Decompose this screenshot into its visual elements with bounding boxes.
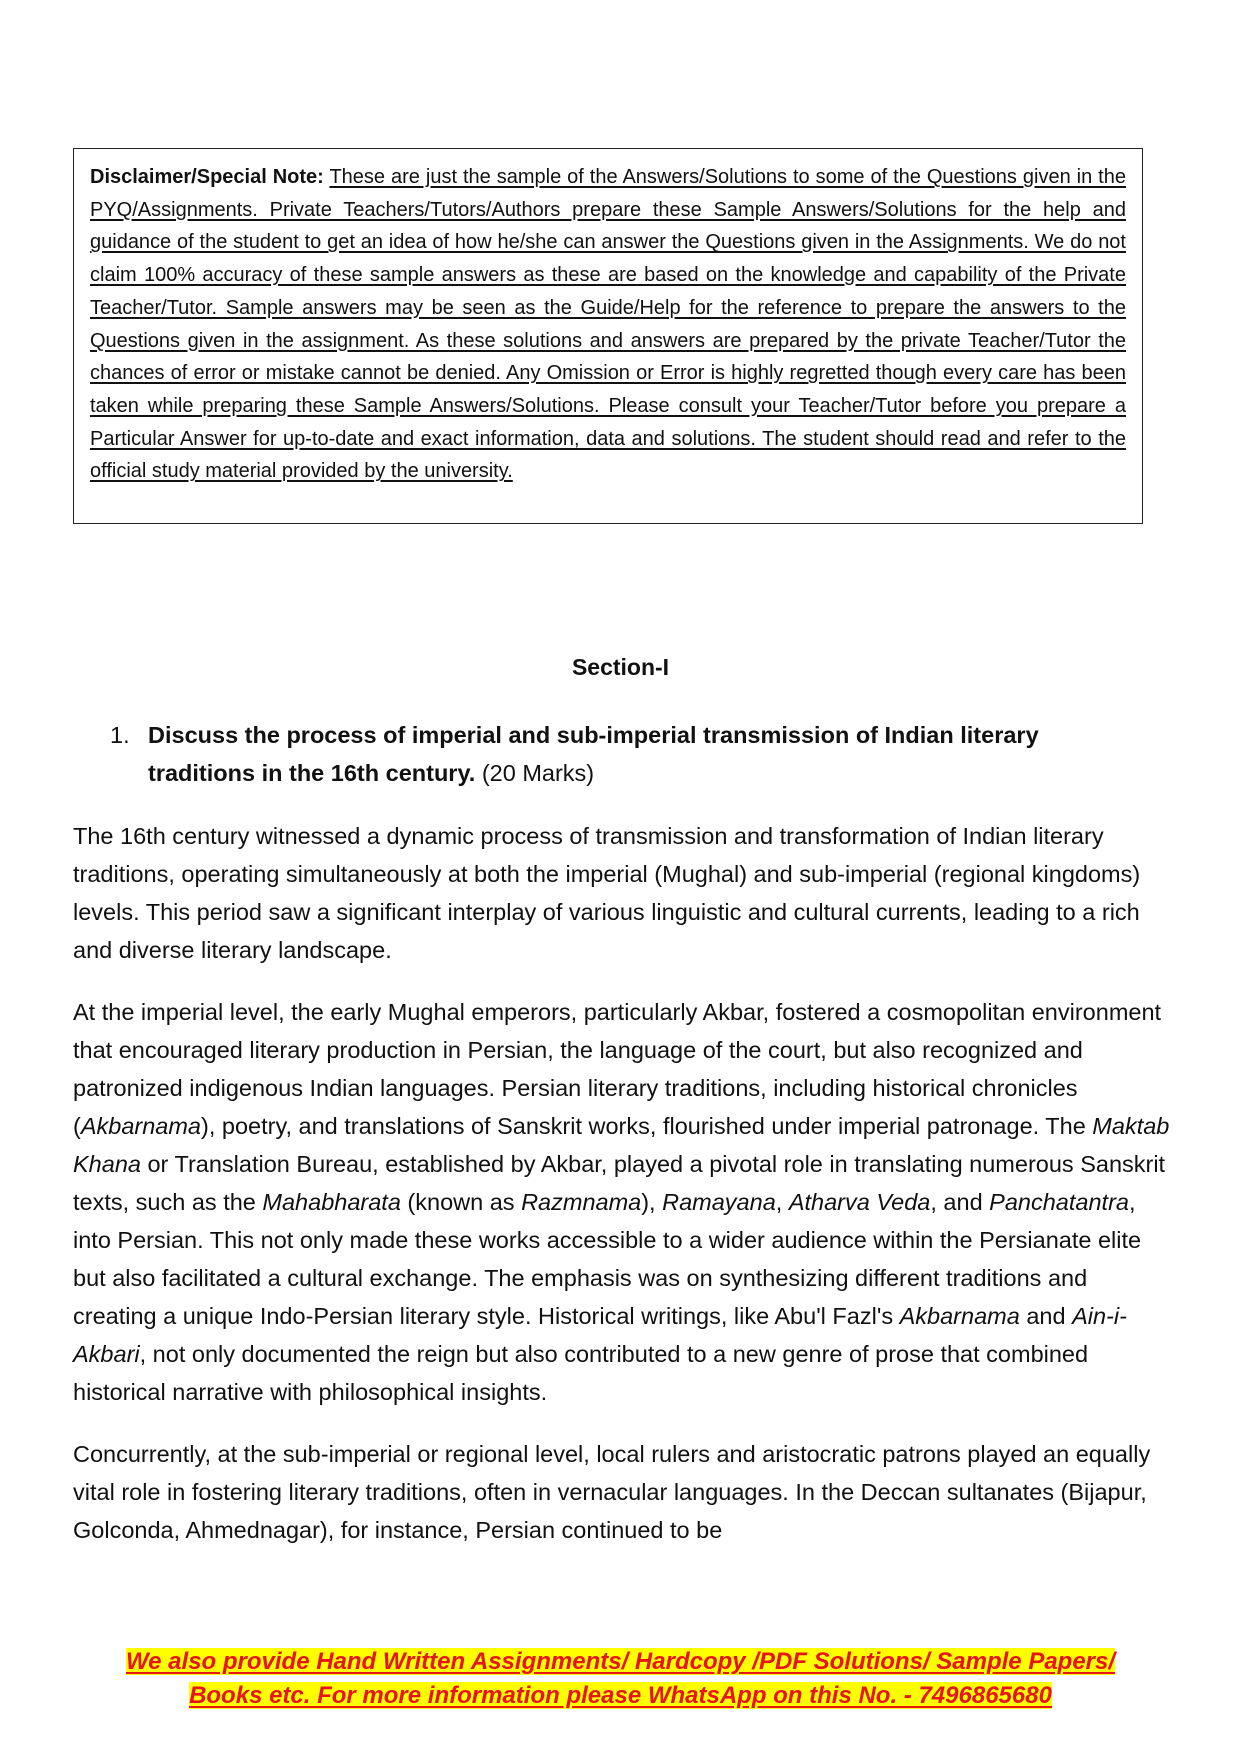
disclaimer-lead: Disclaimer/Special Note: xyxy=(90,166,324,188)
promo-line-2-text: Books etc. For more information please WhatsApp on this No. - 7496865680 xyxy=(189,1682,1052,1709)
question-marks: (20 Marks) xyxy=(481,760,595,786)
question-1 xyxy=(110,716,1130,792)
p2-italic-1: Akbarnama xyxy=(80,1113,202,1139)
question-text: Discuss the process of imperial and sub-imperial transmission of Indian literary traditions in the 16th century. xyxy=(148,722,1039,786)
p2-italic-4: Razmnama xyxy=(521,1189,642,1215)
disclaimer-text xyxy=(90,161,1126,488)
p2-text-8: , into Persian. This not only made these works accessible to a wider audience within the Persianate elite but also facilitated a cultural exchange. The emphasis was on synthesizing different traditions and creating a unique Indo-Persian literary style. Historical writings, like Abu'l Fazl's xyxy=(73,1189,1142,1329)
p2-italic-3: Mahabharata xyxy=(262,1189,401,1215)
disclaimer-box xyxy=(73,148,1143,524)
p2-italic-6: Atharva Veda xyxy=(788,1189,931,1215)
p2-italic-8: Akbarnama xyxy=(899,1303,1020,1329)
p2-text-6: , xyxy=(775,1189,789,1215)
promo-line-1-text: We also provide Hand Written Assignments/ Hardcopy /PDF Solutions/ Sample Papers/ xyxy=(125,1648,1116,1675)
p2-text-9: and xyxy=(1019,1303,1073,1329)
p2-text-5: ), xyxy=(641,1189,663,1215)
section-heading: Section-I xyxy=(571,654,670,680)
p2-italic-7: Panchatantra xyxy=(989,1189,1129,1215)
disclaimer-body: These are just the sample of the Answers/Solutions to some of the Questions given in the PYQ/Assignments. Private Teachers/Tutors/Authors prepare these Sample Answers/Solutions for the help and guidance of the student to get an idea of how he/she can answer the Questions given in the Assignments. We do not claim 100% accuracy of these sample answers as these are based on the knowledge and capability of the Private Teacher/Tutor. Sample answers may be seen as the Guide/Help for the reference to prepare the answers to the Questions given in the assignment. As these solutions and answers are prepared by the private Teacher/Tutor the chances of error or mistake cannot be denied. Any Omission or Error is highly regretted though every care has been taken while preparing these Sample Answers/Solutions. Please consult your Teacher/Tutor before you prepare a Particular Answer for up-to-date and exact information, data and solutions. The student should read and refer to the official study material provided by the university. xyxy=(90,166,1126,483)
p2-text-1: At the imperial level, the early Mughal emperors, particularly Akbar, fostered a cosmopolitan environment that encouraged literary production in Persian, the language of the court, but also recognized and patronized indigenous Indian languages. Persian literary traditions, including historical chronicles ( xyxy=(73,999,1162,1139)
paragraph-3: Concurrently, at the sub-imperial or regional level, local rulers and aristocratic patrons played an equally vital role in fostering literary traditions, often in vernacular languages. In the Deccan sultanates (Bijapur, Golconda, Ahmednagar), for instance, Persian continued to be xyxy=(73,1441,1151,1543)
p2-text-4: (known as xyxy=(400,1189,522,1215)
question-number: 1. xyxy=(110,722,130,748)
p2-text-2: ), poetry, and translations of Sanskrit works, flourished under imperial patronage. The xyxy=(201,1113,1093,1139)
p2-text-3: or Translation Bureau, established by Akbar, played a pivotal role in translating numerous Sanskrit texts, such as the xyxy=(73,1151,1166,1215)
promo-line-2 xyxy=(0,1679,1241,1713)
question-body xyxy=(148,716,1130,792)
p2-text-10: , not only documented the reign but also contributed to a new genre of prose that combined historical narrative with philosophical insights. xyxy=(73,1341,1089,1405)
p2-italic-5: Ramayana xyxy=(662,1189,776,1215)
paragraph-1: The 16th century witnessed a dynamic process of transmission and transformation of Indian literary traditions, operating simultaneously at both the imperial (Mughal) and sub-imperial (regional kingdoms) levels. This period saw a significant interplay of various linguistic and cultural currents, leading to a rich and diverse literary landscape. xyxy=(73,823,1141,963)
promo-banner xyxy=(0,1645,1241,1713)
p2-text-7: , and xyxy=(930,1189,990,1215)
answer-content xyxy=(73,817,1173,1573)
promo-line-1 xyxy=(0,1645,1241,1679)
p2-italic-9: Ain-i-Akbari xyxy=(73,1303,1127,1367)
paragraph-2 xyxy=(73,993,1173,1411)
p2-italic-2: Maktab Khana xyxy=(73,1113,1170,1177)
